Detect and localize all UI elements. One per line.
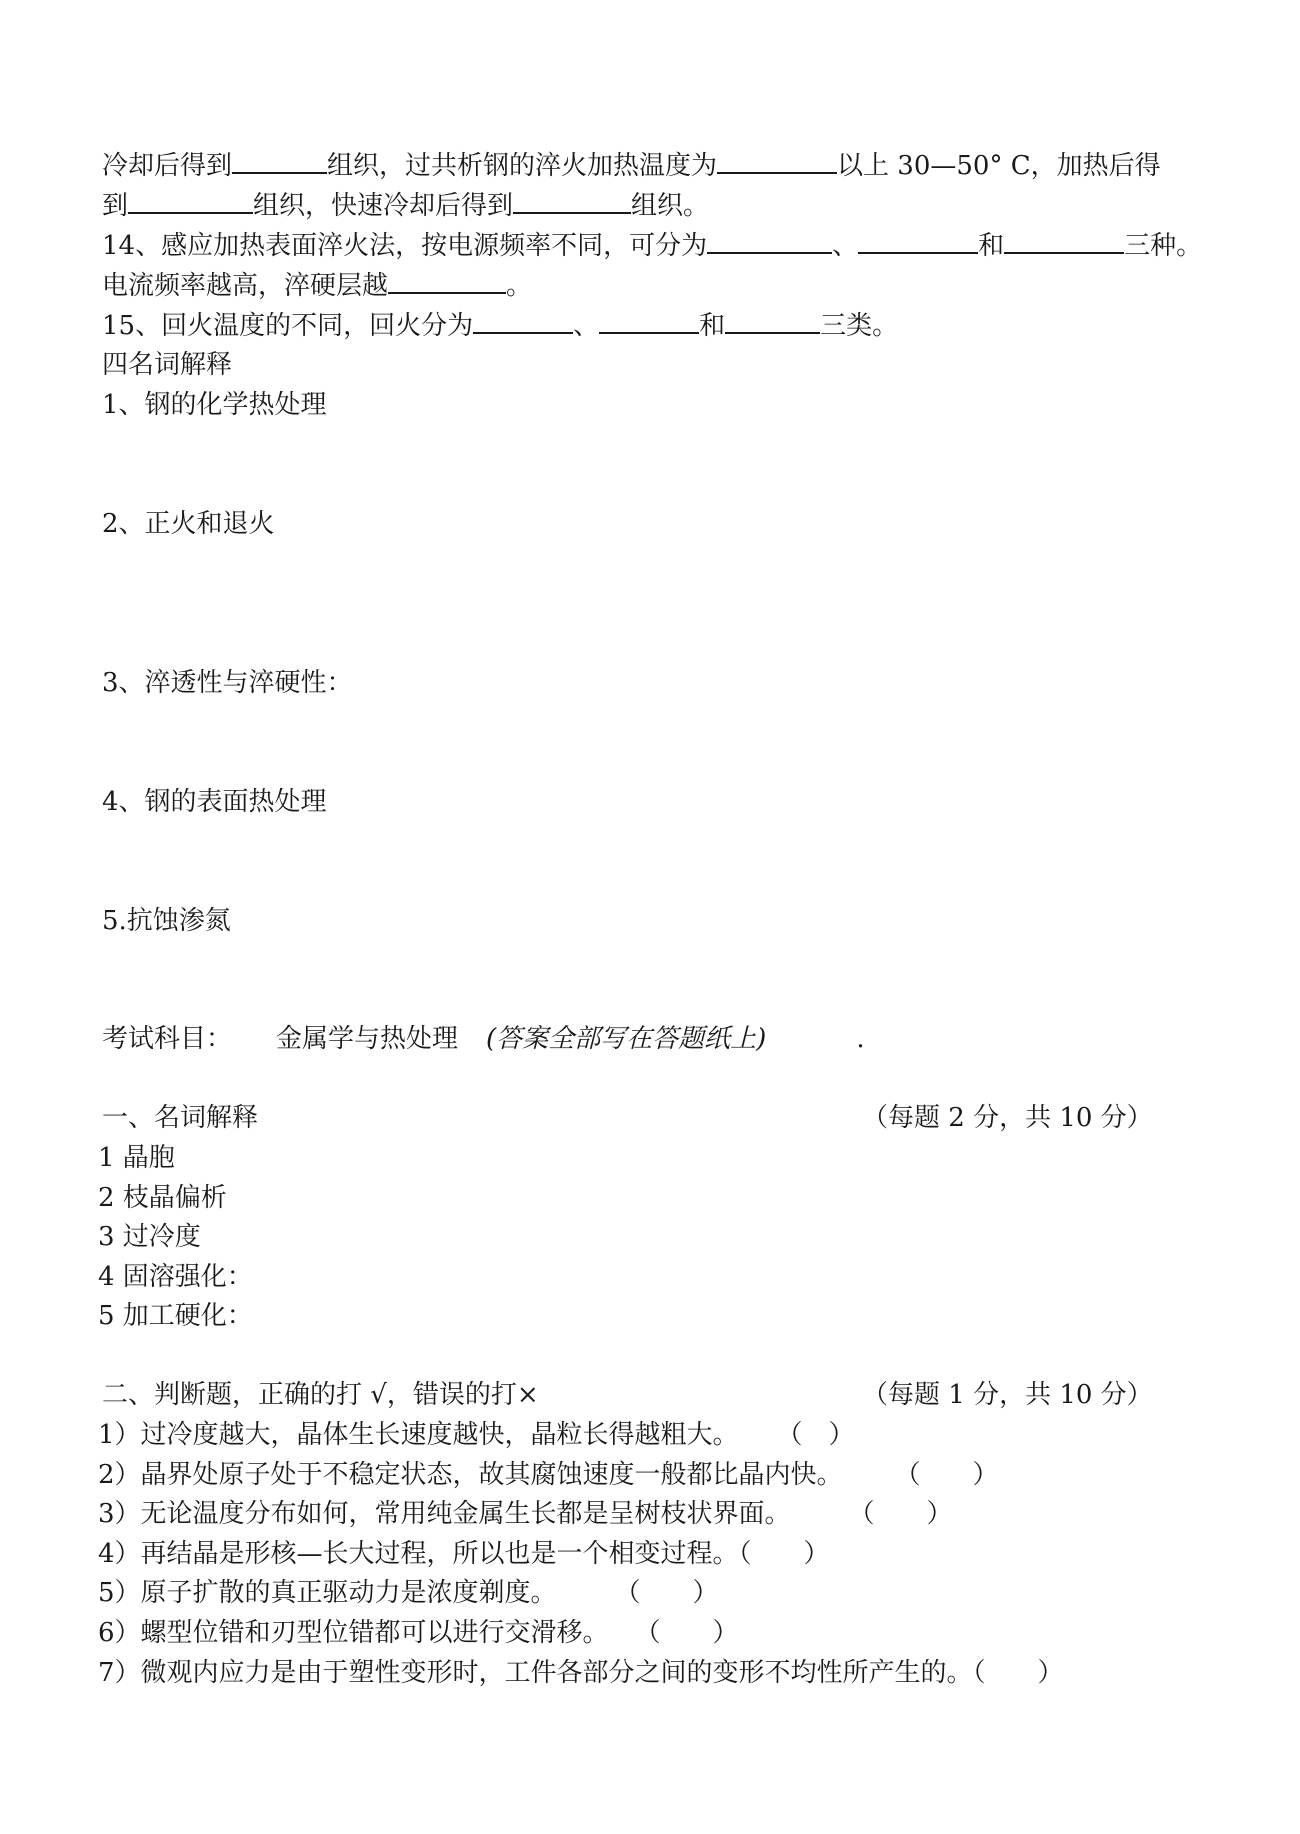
exam-subject-line (102, 1022, 865, 1056)
fill-line-4: 电流频率越高，淬硬层越 。 (102, 268, 532, 303)
blank (513, 188, 631, 214)
answer-paren: （ ） (614, 1578, 719, 1608)
part1-score: （每题 2 分，共 10 分） (862, 1103, 1153, 1133)
judge-item: 4）再结晶是形核—长大过程，所以也是一个相变过程。（ ） (98, 1539, 830, 1569)
blank (473, 308, 573, 334)
judge-item: 3）无论温度分布如何，常用纯金属生长都是呈树枝状界面。 （ ） (98, 1499, 953, 1529)
part1-item: 1 晶胞 (98, 1143, 175, 1173)
judge-item: 2）晶界处原子处于不稳定状态，故其腐蚀速度一般都比晶内快。 （ ） (98, 1460, 999, 1490)
blank (388, 268, 506, 294)
blank (707, 228, 832, 254)
judge-item: 7）微观内应力是由于塑性变形时，工件各部分之间的变形不均性所产生的。（ ） (98, 1658, 1064, 1688)
term-item: 5.抗蚀渗氮 (102, 906, 231, 936)
part2-score: （每题 1 分，共 10 分） (862, 1380, 1153, 1410)
fill-line-5: 15、回火温度的不同，回火分为 、 和 三类。 (102, 308, 898, 343)
part1-item: 2 枝晶偏析 (98, 1183, 227, 1213)
judge-item: 6）螺型位错和刃型位错都可以进行交滑移。 （ ） (98, 1618, 739, 1648)
answer-paren: （ ） (776, 1420, 855, 1450)
blank (599, 308, 699, 334)
answer-note: (答案全部写在答题纸上) (486, 1024, 767, 1054)
fill-line-2: 到 组织，快速冷却后得到 组织。 (102, 188, 709, 223)
blank (232, 148, 327, 174)
blank (717, 148, 837, 174)
term-item: 4、钢的表面热处理 (102, 787, 327, 817)
blank (725, 308, 820, 334)
part1-item: 5 加工硬化： (98, 1301, 253, 1331)
judge-item: 5）原子扩散的真正驱动力是浓度剃度。 （ ） (98, 1578, 719, 1608)
answer-paren: （ ） (894, 1460, 999, 1490)
subject-label: 考试科目： (102, 1024, 233, 1054)
blank (858, 228, 978, 254)
subject-name: 金属学与热处理 (276, 1024, 459, 1054)
part1-item: 4 固溶强化： (98, 1262, 253, 1292)
term-item: 1、钢的化学热处理 (102, 390, 327, 420)
judge-item: 1）过冷度越大，晶体生长速度越快，晶粒长得越粗大。 （ ） (98, 1420, 855, 1450)
term-item: 3、淬透性与淬硬性： (102, 668, 353, 698)
part2-title: 二、判断题，正确的打 √，错误的打× (102, 1380, 539, 1410)
stray-dot: . (856, 1024, 865, 1054)
section-title: 四名词解释 (102, 350, 233, 380)
answer-paren: （ ） (738, 1539, 830, 1569)
part1-item: 3 过冷度 (98, 1222, 201, 1252)
answer-paren: （ ） (972, 1658, 1064, 1688)
fill-line-1: 冷却后得到 组织，过共析钢的淬火加热温度为 以上 30—50° C，加热后得 (102, 148, 1161, 183)
blank (1004, 228, 1124, 254)
term-item: 2、正火和退火 (102, 509, 275, 539)
answer-paren: （ ） (634, 1618, 739, 1648)
blank (128, 188, 253, 214)
part1-title: 一、名词解释 (102, 1103, 259, 1133)
answer-paren: （ ） (848, 1499, 953, 1529)
fill-line-3: 14、感应加热表面淬火法，按电源频率不同，可分为 、 和 三种。 (102, 228, 1202, 263)
